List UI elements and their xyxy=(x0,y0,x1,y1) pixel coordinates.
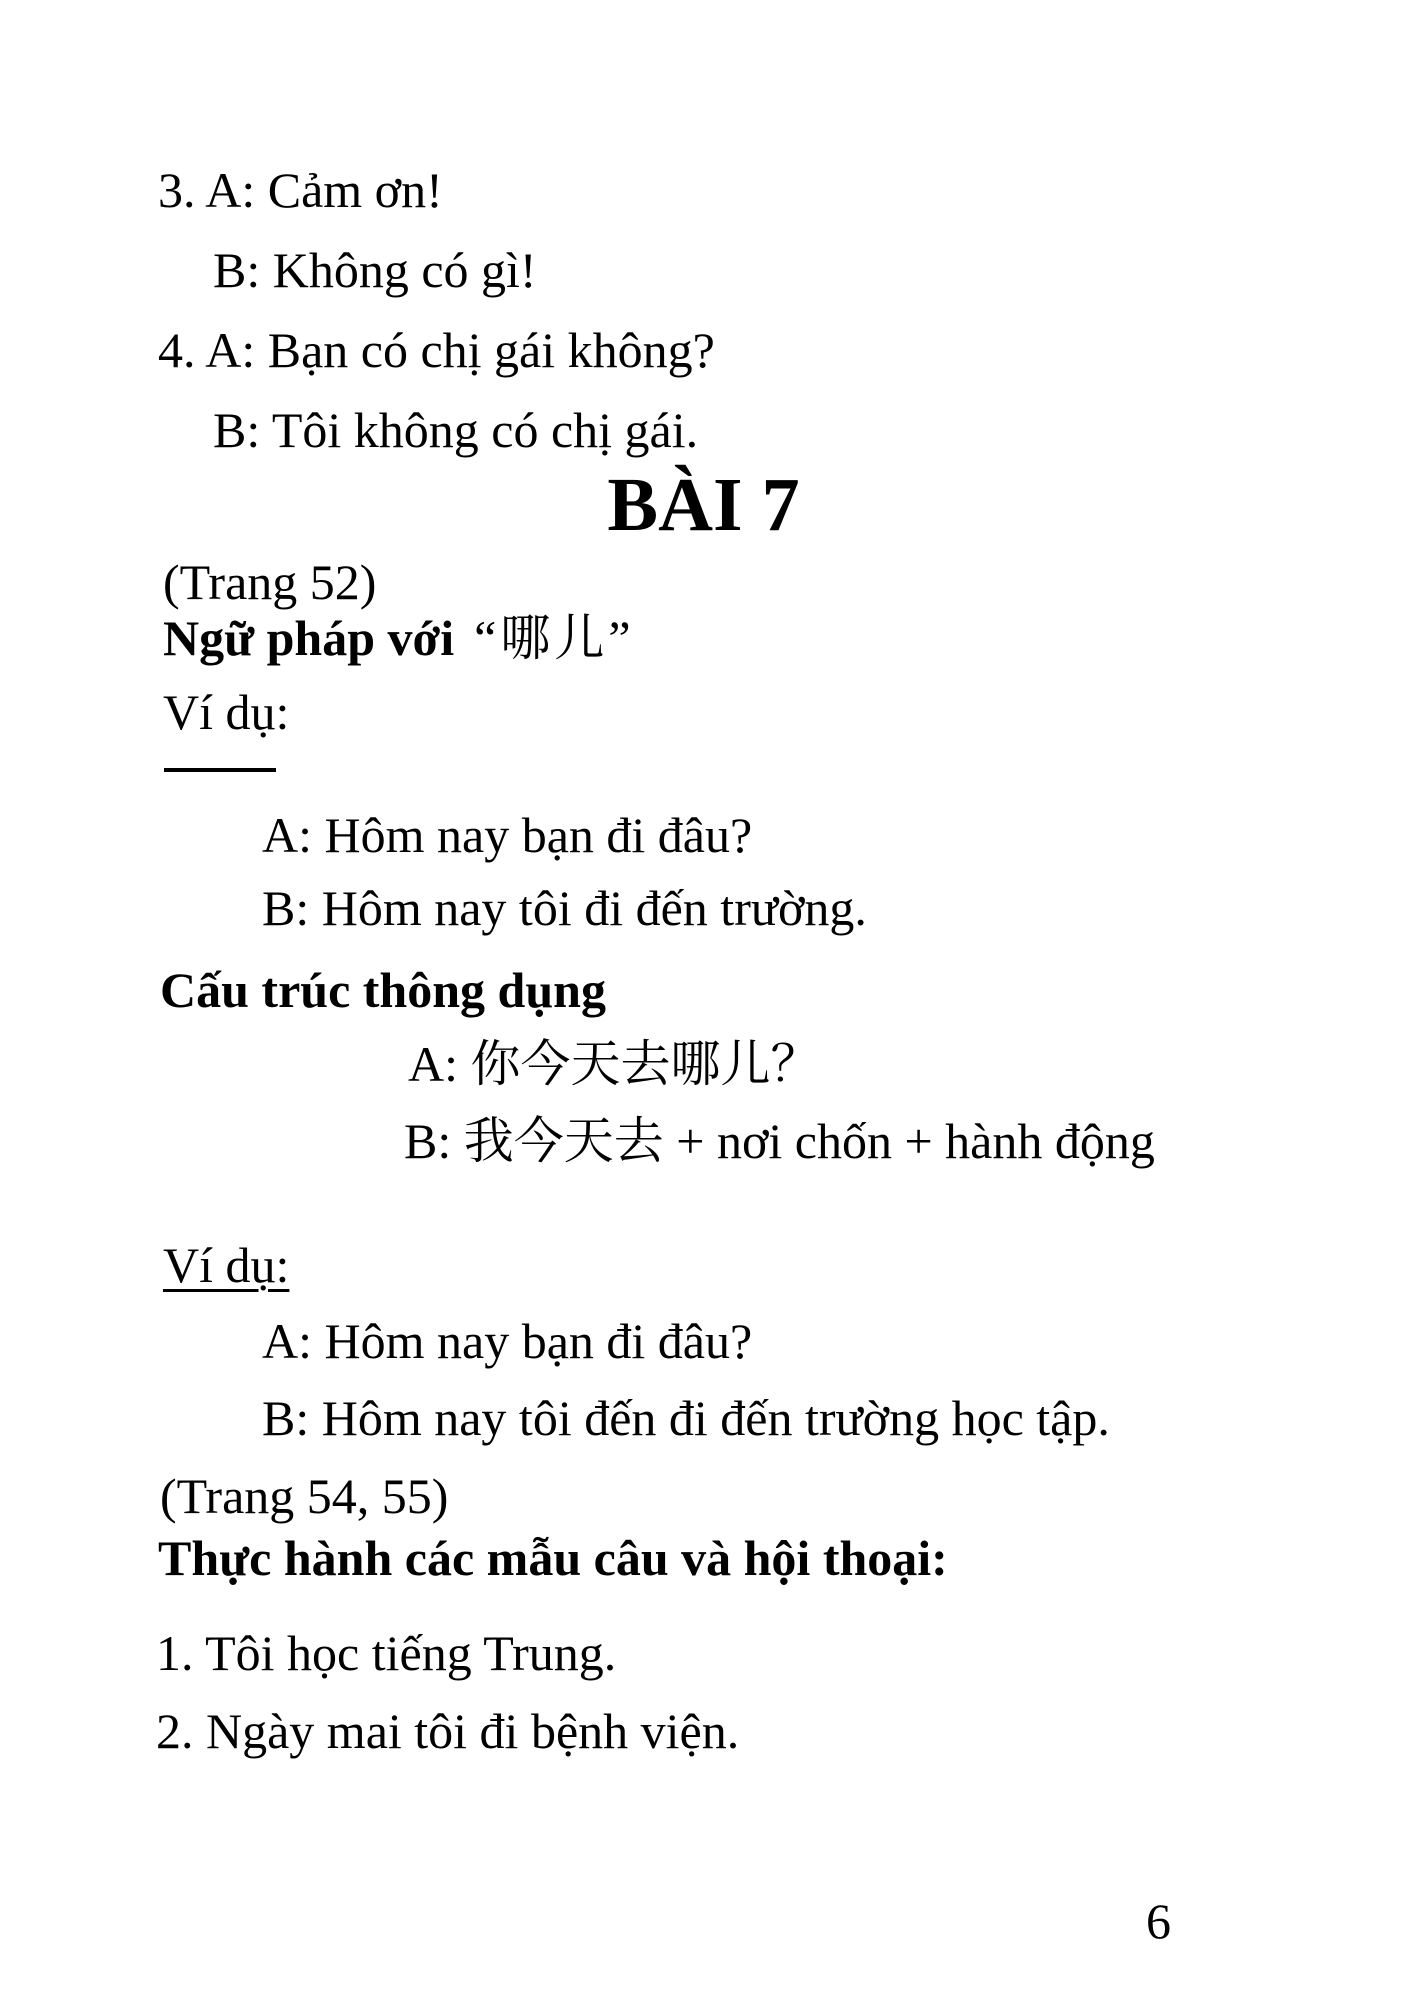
exercise-item-4b: B: Tôi không có chị gái. xyxy=(213,402,699,458)
exercise-item-3a: 3. A: Cảm ơn! xyxy=(158,162,443,218)
grammar-heading-label: Ngữ pháp với xyxy=(163,610,455,666)
page-reference-2: (Trang 54, 55) xyxy=(160,1468,449,1524)
page-number: 6 xyxy=(1146,1893,1171,1949)
grammar-heading-chinese: “哪儿” xyxy=(474,610,635,666)
dialog1-line-a: A: Hôm nay bạn đi đâu? xyxy=(262,807,753,863)
dialog1-line-b: B: Hôm nay tôi đi đến trường. xyxy=(262,880,867,936)
exercise-item-4a: 4. A: Bạn có chị gái không? xyxy=(158,322,715,378)
example-label-2: Ví dụ: xyxy=(163,1237,290,1293)
practice-item-2: 2. Ngày mai tôi đi bệnh viện. xyxy=(156,1703,740,1759)
page-reference-1: (Trang 52) xyxy=(163,554,377,610)
lesson-title: BÀI 7 xyxy=(607,463,800,547)
structure-heading: Cấu trúc thông dụng xyxy=(160,962,606,1018)
practice-heading: Thực hành các mẫu câu và hội thoại: xyxy=(158,1530,948,1586)
horizontal-rule xyxy=(164,768,276,772)
exercise-item-3b: B: Không có gì! xyxy=(213,242,537,298)
dialog2-line-a: A: Hôm nay bạn đi đâu? xyxy=(262,1313,753,1369)
example-label-1: Ví dụ: xyxy=(163,684,290,740)
structure-line-a: A: 你今天去哪儿？ xyxy=(408,1036,821,1092)
practice-item-1: 1. Tôi học tiếng Trung. xyxy=(156,1625,617,1681)
structure-line-b: B: 我今天去 + nơi chốn + hành động xyxy=(404,1113,1155,1169)
dialog2-line-b: B: Hôm nay tôi đến đi đến trường học tập. xyxy=(262,1390,1110,1446)
grammar-heading xyxy=(163,610,635,668)
